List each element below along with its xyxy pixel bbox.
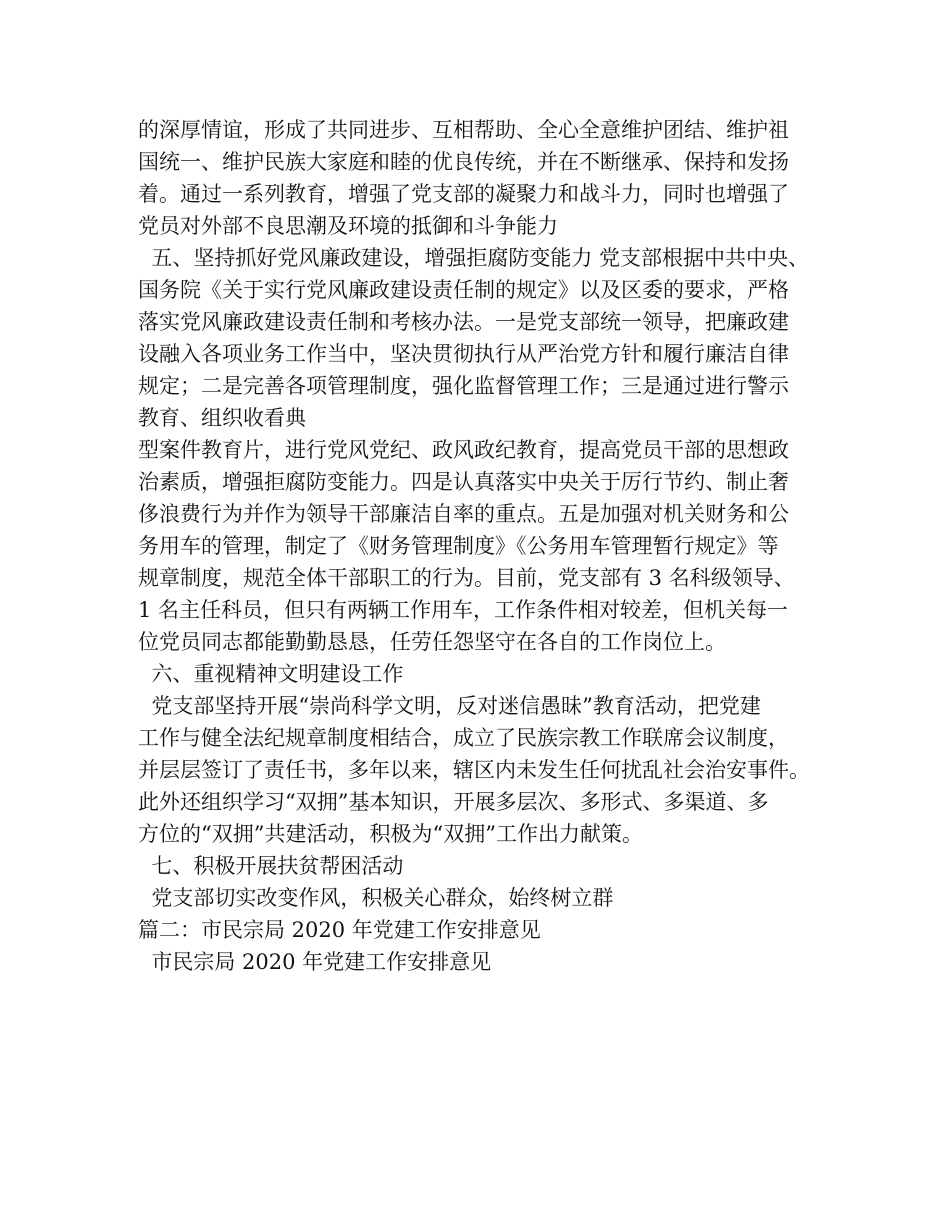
text-line: 位党员同志都能勤勤恳恳，任劳任怨坚守在各自的工作岗位上。 [138, 630, 726, 654]
text-line: 方位的“双拥”共建活动，积极为“双拥”工作出力献策。 [138, 822, 643, 846]
document-body [138, 114, 828, 978]
section-heading-7: 七、积极开展扶贫帮困活动 [138, 854, 404, 878]
text-line: 设融入各项业务工作当中，坚决贯彻执行从严治党方针和履行廉洁自律 [138, 342, 789, 366]
text-line: 工作与健全法纪规章制度相结合，成立了民族宗教工作联席会议制度， [138, 726, 789, 750]
text-line: 务用车的管理，制定了《财务管理制度》《公务用车管理暂行规定》等 [138, 534, 779, 558]
text-line: 治素质，增强拒腐防变能力。四是认真落实中央关于厉行节约、制止奢 [138, 470, 789, 494]
article-title: 市民宗局 2020 年党建工作安排意见 [138, 950, 492, 974]
text-line: 规章制度，规范全体干部职工的行为。目前，党支部有 3 名科级领导、 [138, 566, 795, 590]
text-line: 国统一、维护民族大家庭和睦的优良传统，并在不断继承、保持和发扬 [138, 150, 789, 174]
text-line: 党支部坚持开展“崇尚科学文明，反对迷信愚昧”教育活动，把党建 [138, 694, 761, 718]
text-line: 着。通过一系列教育，增强了党支部的凝聚力和战斗力，同时也增强了 [138, 182, 789, 206]
article-heading: 篇二：市民宗局 2020 年党建工作安排意见 [138, 918, 541, 942]
text-line: 的深厚情谊，形成了共同进步、互相帮助、全心全意维护团结、维护祖 [138, 118, 789, 142]
text-line: 国务院《关于实行党风廉政建设责任制的规定》以及区委的要求，严格 [138, 278, 789, 302]
section-heading-5: 五、坚持抓好党风廉政建设，增强拒腐防变能力 党支部根据中共中央、 [138, 246, 810, 270]
text-line: 教育、组织收看典 [138, 406, 306, 430]
text-line: 党员对外部不良思潮及环境的抵御和斗争能力 [138, 214, 558, 238]
text-line: 并层层签订了责任书，多年以来，辖区内未发生任何扰乱社会治安事件。 [138, 758, 810, 782]
text-line: 1 名主任科员，但只有两辆工作用车，工作条件相对较差，但机关每一 [138, 598, 789, 622]
text-line: 规定；二是完善各项管理制度，强化监督管理工作；三是通过进行警示 [138, 374, 789, 398]
text-line: 此外还组织学习“双拥”基本知识，开展多层次、多形式、多渠道、多 [138, 790, 769, 814]
text-line: 型案件教育片，进行党风党纪、政风政纪教育，提高党员干部的思想政 [138, 438, 789, 462]
text-line: 落实党风廉政建设责任制和考核办法。一是党支部统一领导，把廉政建 [138, 310, 789, 334]
text-line: 侈浪费行为并作为领导干部廉洁自率的重点。五是加强对机关财务和公 [138, 502, 789, 526]
section-heading-6: 六、重视精神文明建设工作 [138, 662, 404, 686]
text-line: 党支部切实改变作风，积极关心群众，始终树立群 [138, 886, 614, 910]
